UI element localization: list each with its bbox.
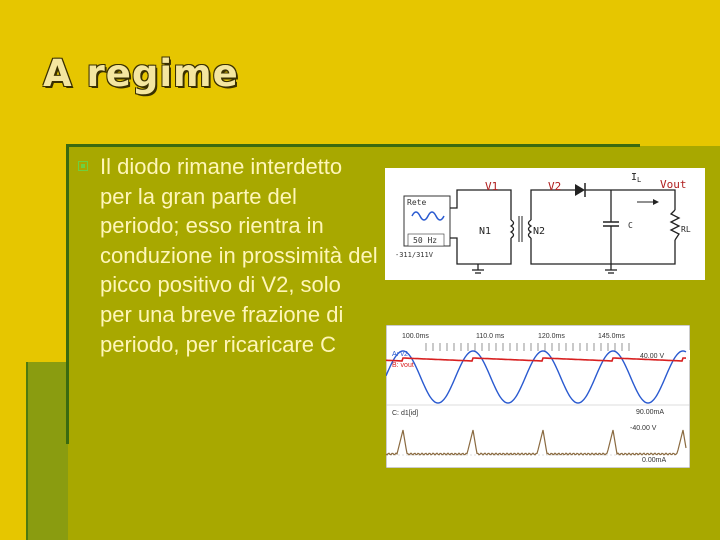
channel-a-label: A: v2	[392, 351, 408, 358]
bullet-text: Il diodo rimane interdetto per la gran parte del periodo; esso rientra in conduzione in prossimità del picco positivo di V2, solo per una breve frazione di periodo, per ricaricare C	[100, 154, 378, 357]
scope-svg	[386, 325, 690, 468]
v1-label: V1	[485, 180, 499, 193]
wire-return	[531, 238, 675, 264]
source-label: Rete	[407, 198, 427, 207]
arrow-head-icon	[653, 199, 659, 205]
panel-top-rule	[68, 144, 640, 147]
time-label-3: 120.0ms	[538, 333, 565, 340]
wire-ground1	[450, 238, 511, 264]
freq-label: 50 Hz	[413, 236, 438, 245]
bullet-item	[78, 152, 378, 359]
square-bullet-icon	[78, 161, 88, 171]
rl-label: RL	[681, 225, 691, 234]
band-left-rule	[26, 362, 28, 540]
v2-label: V2	[548, 180, 562, 193]
diode-icon	[575, 184, 585, 196]
oscilloscope-plot	[386, 325, 690, 468]
circuit-svg	[385, 168, 705, 280]
channel-b-label: B: vout	[392, 362, 414, 369]
channel-c-label: C: d1[id]	[392, 410, 419, 417]
secondary-coil-icon	[529, 220, 532, 238]
n2-label: N2	[533, 226, 546, 237]
time-label-2: 110.0 ms	[476, 333, 505, 340]
time-label-4: 145.0ms	[598, 333, 625, 340]
slide-title: A regime	[43, 52, 239, 95]
resistor-icon	[671, 210, 679, 240]
scale-c-low-label: 0.00mA	[642, 457, 667, 464]
n1-label: N1	[479, 226, 492, 237]
wire-out	[585, 190, 675, 210]
scale-c-label: 90.00mA	[636, 409, 665, 416]
il-label: $I_L$	[631, 172, 642, 184]
wire-v2	[531, 190, 575, 220]
panel-left-rule	[66, 144, 69, 444]
scale-a-label: 40.00 V	[640, 353, 665, 360]
scale-a-low-label: -40.00 V	[630, 425, 657, 432]
primary-coil-icon	[511, 220, 514, 238]
time-label-1: 100.0ms	[402, 333, 429, 340]
wire-v1	[450, 190, 511, 220]
sine-icon	[412, 212, 444, 220]
vout-label: Vout	[660, 178, 687, 191]
voltage-label: -311/311V	[395, 251, 433, 259]
circuit-diagram	[385, 168, 705, 280]
c-label: C	[628, 221, 633, 230]
